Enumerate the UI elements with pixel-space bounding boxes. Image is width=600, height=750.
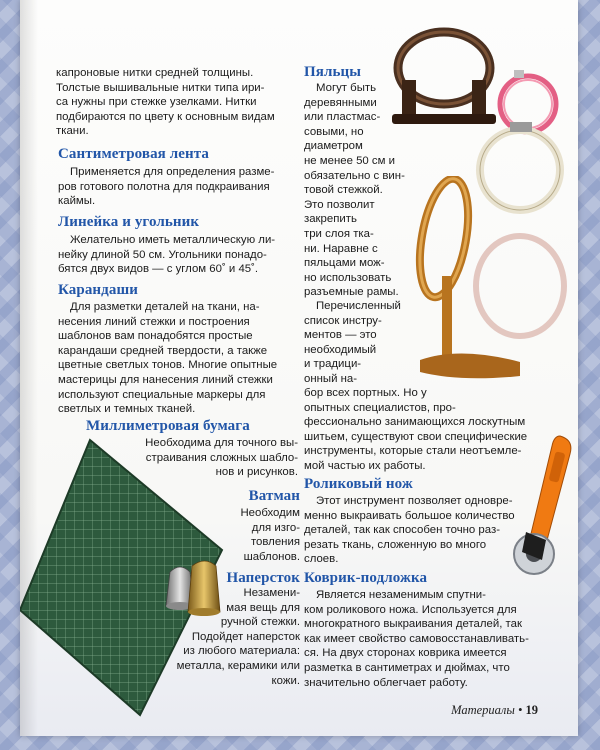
pencils-text: Для разметки деталей на ткани, на- несения линий стежки и построения шаблонов вам понадобятся простые карандаши средней твердости, а также цветные светлых тонов. Многие опытные мастерицы для нанесения линий стежки используют специальные маркеры для светлых и темных тканей. xyxy=(58,301,278,416)
rotary-cutter-icon xyxy=(512,432,582,580)
rotary-knife-text: Этот инструмент позволяет одновре- менно выкраивать большое количество деталей, так как способен точно раз- резать ткань, сложенную во много слоев. xyxy=(304,495,515,566)
ruler-heading: Линейка и угольник xyxy=(58,214,200,230)
thimbles-icon xyxy=(160,556,230,616)
cutting-mat-text: Является незаменимым спутни- ком роликового ножа. Используется для многократного выкраивания деталей, так как имеет свойство самовосстанавливать- ся. На двух сторонах коврика имеется разметка в сантиметрах и дюймах, что значительно облегчает работу. xyxy=(304,589,529,689)
tools-list-text: Перечисленный список инстру- ментов — это необходимый и традици- онный на- xyxy=(304,300,401,385)
footer-section-title: Материалы xyxy=(451,703,515,717)
intro-text: капроновые нитки средней толщины. Толстые вышивальные нитки типа ири- са нужны при стежке узелками. Нитки подбираются по цвету к основным видам ткани. xyxy=(56,67,275,138)
rotary-knife-heading: Роликовый нож xyxy=(304,476,413,492)
tools-list-continued-text: бор всех портных. Но у опытных специалистов, про- фессионально занимающихся лоскутным шитьем, существуют свои специфические инструменты, которые стали неотъемле- мой частью их работы. xyxy=(304,387,528,472)
thimble-text: Незамени- мая вещь для ручной стежки. Подойдет наперсток из любого материала: металла, керамики или кожи. xyxy=(176,587,300,687)
book-page xyxy=(20,0,578,736)
cutting-mat-heading: Коврик-подложка xyxy=(304,570,428,586)
hoops-text: Могут быть деревянными или пластмас- совыми, но диаметром не менее 50 см и обязательно с вин- товой стежкой. Это позволит закрепить три слоя тка- ни. Наравне с пяльцами мож- но использовать разъемные рамы. xyxy=(304,82,405,299)
ruler-text: Желательно иметь металлическую ли- нейку длиной 50 см. Угольники понадо- бятся двух видов — с углом 60˚ и 45˚. xyxy=(58,234,276,276)
tape-measure-text: Применяется для определения разме- ров готового полотна для подкраивания каймы. xyxy=(58,166,275,208)
thimble-heading: Наперсток xyxy=(226,570,300,586)
whatman-heading: Ватман xyxy=(248,488,300,504)
whatman-text: Необходим для изго- товления шаблонов. xyxy=(240,507,300,563)
page-footer xyxy=(451,703,538,718)
pencils-heading: Карандаши xyxy=(58,282,138,298)
graph-paper-text: Необходима для точного вы- страивания сложных шабло- нов и рисунков. xyxy=(145,437,298,479)
tape-measure-heading: Сантиметровая лента xyxy=(58,146,210,162)
page-number: 19 xyxy=(525,703,538,717)
wooden-hoop-on-stand-icon xyxy=(384,20,504,132)
hoops-heading: Пяльцы xyxy=(304,64,362,80)
graph-paper-heading: Миллиметровая бумага xyxy=(86,418,250,434)
floor-hoop-stand-icon xyxy=(400,176,570,386)
footer-separator: • xyxy=(517,703,523,717)
